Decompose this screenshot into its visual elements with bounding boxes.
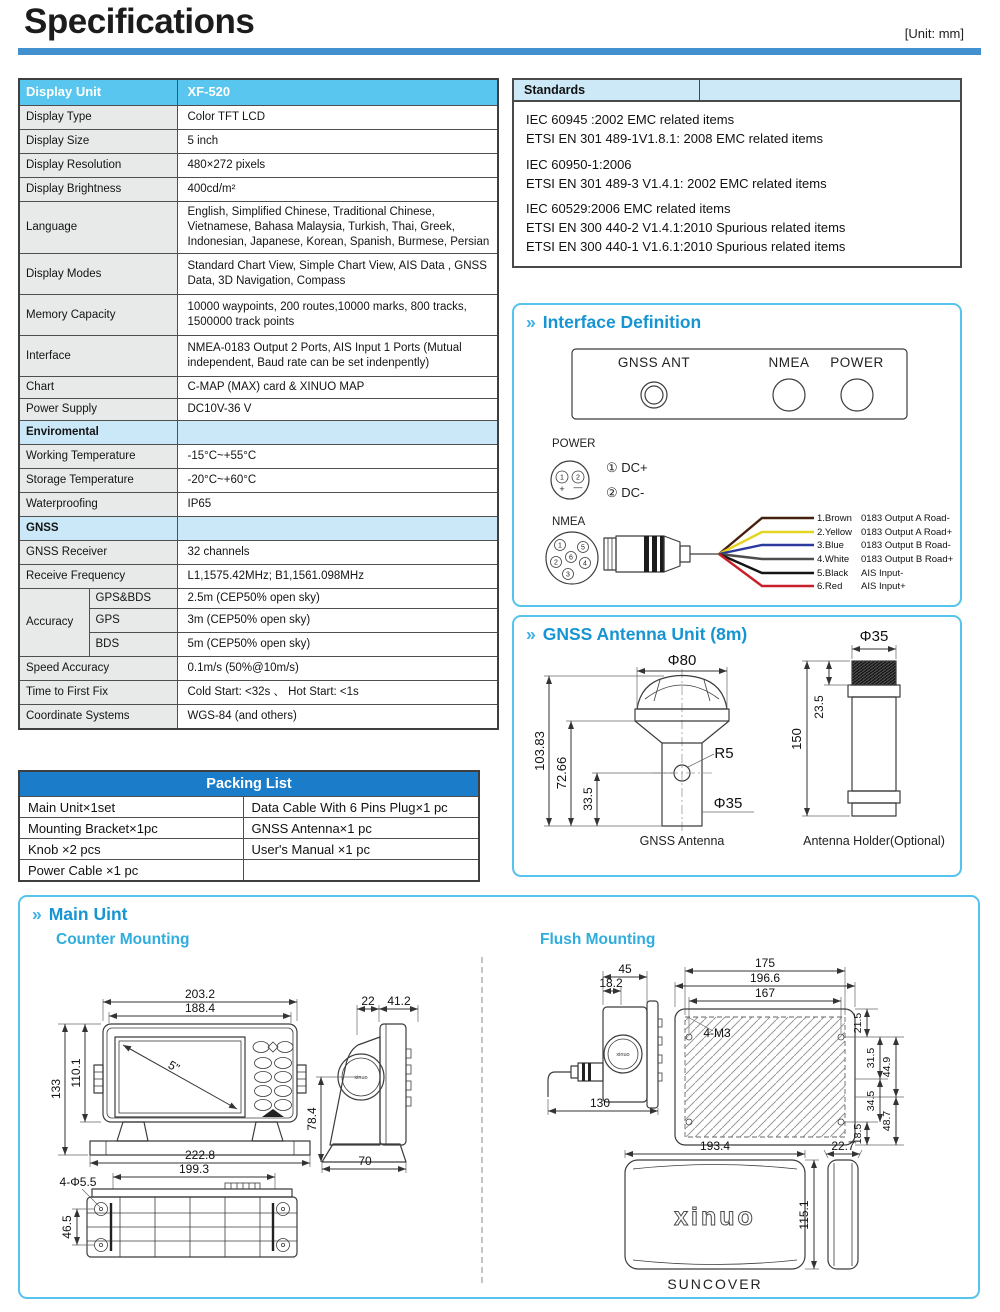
power-connector-detail xyxy=(551,438,648,500)
wire-fan xyxy=(719,518,814,586)
dim-label: 72.66 xyxy=(554,756,569,790)
dim-label: 23.5 xyxy=(812,695,826,719)
dim-label: 175 xyxy=(754,956,776,970)
screw-spec-label: 4-M3 xyxy=(703,1026,731,1040)
interface-definition-title: » Interface Definition xyxy=(526,312,702,332)
standards-line: IEC 60529:2006 EMC related items xyxy=(526,201,731,217)
svg-text:AIS Input+: AIS Input+ xyxy=(861,581,906,592)
spec-header-value: XF-520 xyxy=(177,79,498,106)
main-unit-diagrams xyxy=(20,957,978,1297)
standards-line: ETSI EN 301 489-3 V1.4.1: 2002 EMC related items xyxy=(526,175,827,191)
chevron-icon: » xyxy=(526,312,536,332)
table-row: Display Modes Standard Chart View, Simple Chart View, AIS Data , GNSS Data, 3D Navigation, Compass xyxy=(19,254,498,295)
svg-text:0183 Output B Road-: 0183 Output B Road- xyxy=(861,540,951,551)
accuracy-row: Accuracy GPS&BDS 2.5m (CEP50% open sky) xyxy=(19,589,498,609)
dim-label: 196.6 xyxy=(749,971,781,985)
standards-body xyxy=(514,102,960,266)
dim-label: 103.83 xyxy=(532,731,547,771)
dim-label: 33.5 xyxy=(581,787,595,811)
dim-label: 34.5 xyxy=(865,1090,877,1112)
dim-label: 133 xyxy=(49,1078,63,1100)
keypad xyxy=(253,1042,293,1118)
dim-label: Φ35 xyxy=(713,795,743,812)
svg-text:5.Black: 5.Black xyxy=(817,568,849,579)
gnss-antenna-diagram xyxy=(514,621,960,853)
table-row: GNSS Receiver 32 channels xyxy=(19,541,498,565)
power-connector xyxy=(841,379,873,411)
counter-side-drawing xyxy=(305,994,418,1173)
standards-line: ETSI EN 300 440-1 V1.6.1:2010 Spurious related items xyxy=(526,239,846,255)
packing-header-row xyxy=(19,771,479,797)
table-row: Language English, Simplified Chinese, Traditional Chinese, Vietnamese, Bahasa Malaysia, Turkish, Thai, Greek, Indonesian, Japanese, Korean, Spanish, Burmese, Persian xyxy=(19,202,498,254)
svg-text:0183 Output A Road+: 0183 Output A Road+ xyxy=(861,527,953,538)
counter-bottom-drawing xyxy=(60,1162,297,1257)
svg-text:2: 2 xyxy=(576,474,580,482)
screen-size-label: 5" xyxy=(165,1057,183,1076)
svg-text:4: 4 xyxy=(583,560,587,568)
accuracy-row: BDS 5m (CEP50% open sky) xyxy=(19,632,498,656)
antenna-holder-drawing xyxy=(789,628,945,848)
dim-label: 22 xyxy=(361,994,375,1008)
table-row: Main Unit×1set Data Cable With 6 Pins Plug×1 pc xyxy=(19,797,479,818)
svg-text:6.Red: 6.Red xyxy=(817,581,843,592)
holder-caption: Antenna Holder(Optional) xyxy=(803,834,945,848)
main-unit-title: » Main Uint xyxy=(32,904,128,924)
table-row: Speed Accuracy 0.1m/s (50%@10m/s) xyxy=(19,656,498,680)
table-row: Power Supply DC10V-36 V xyxy=(19,399,498,421)
nmea-detail-label: NMEA xyxy=(552,516,586,528)
flush-mounting-subtitle: Flush Mounting xyxy=(540,931,656,948)
antenna-caption: GNSS Antenna xyxy=(639,834,725,848)
unit-note: [Unit: mm] xyxy=(904,26,964,41)
dim-label: 115.1 xyxy=(797,1200,811,1230)
svg-text:1: 1 xyxy=(560,474,564,482)
dim-label: 18.2 xyxy=(599,976,623,990)
suncover-caption: SUNCOVER xyxy=(667,1276,763,1292)
standards-title: Standards xyxy=(524,83,586,97)
section-row-environmental: Enviromental xyxy=(19,421,498,445)
dim-label: 150 xyxy=(789,728,804,750)
dim-label: 4-Φ5.5 xyxy=(59,1175,97,1189)
dim-label: 31.5 xyxy=(865,1047,877,1069)
dim-label: 46.5 xyxy=(60,1215,74,1239)
standards-header xyxy=(514,80,960,102)
chevron-icon: » xyxy=(32,904,42,924)
dim-label: 203.2 xyxy=(184,987,216,1001)
dim-label: R5 xyxy=(714,745,734,762)
packing-list-table xyxy=(18,770,480,882)
svg-text:1: 1 xyxy=(558,542,562,550)
wire-labels xyxy=(817,513,954,592)
panel-label-gnss-ant: GNSS ANT xyxy=(617,355,691,370)
svg-text:0183 Output A Road-: 0183 Output A Road- xyxy=(861,513,950,524)
table-row: Power Cable ×1 pc xyxy=(19,860,479,882)
dim-label: 222.8 xyxy=(184,1148,216,1162)
table-row: Display Size 5 inch xyxy=(19,130,498,154)
dim-label: 130 xyxy=(589,1096,611,1110)
gnss-antenna-title: » GNSS Antenna Unit (8m) xyxy=(526,624,748,644)
dim-label: 18.5 xyxy=(852,1123,864,1145)
dim-label: 70 xyxy=(358,1154,372,1168)
dim-label: 44.9 xyxy=(881,1056,893,1078)
power-legend-1: ① DC+ xyxy=(606,460,648,475)
brand-logo: xinuo xyxy=(354,1075,368,1081)
svg-text:3.Blue: 3.Blue xyxy=(817,540,844,551)
table-row: Working Temperature -15°C~+55°C xyxy=(19,445,498,469)
svg-text:0183 Output B Road+: 0183 Output B Road+ xyxy=(861,554,954,565)
svg-text:AIS Input-: AIS Input- xyxy=(861,568,904,579)
dim-label: 78.4 xyxy=(305,1107,319,1131)
gnss-antenna-box xyxy=(512,615,962,877)
flush-front-drawing xyxy=(675,956,904,1145)
table-row: Time to First Fix Cold Start: <32s 、 Hot Start: <1s xyxy=(19,680,498,704)
brand-logo: xinuo xyxy=(674,1203,756,1231)
power-detail-label: POWER xyxy=(552,438,596,450)
dim-label: 110.1 xyxy=(69,1058,83,1088)
spec-header-label: Display Unit xyxy=(19,79,177,106)
counter-mounting-subtitle: Counter Mounting xyxy=(56,931,190,948)
accuracy-row: GPS 3m (CEP50% open sky) xyxy=(19,608,498,632)
dim-label: 45 xyxy=(618,962,632,976)
dim-label: Φ80 xyxy=(667,652,697,669)
standards-line: IEC 60950-1:2006 xyxy=(526,156,632,172)
power-legend-2: ② DC- xyxy=(606,485,645,500)
dim-label: 188.4 xyxy=(184,1001,216,1015)
dim-label: 21.5 xyxy=(852,1012,864,1034)
nmea-connector xyxy=(773,379,805,411)
flush-side-drawing xyxy=(548,962,662,1115)
table-row: Display Type Color TFT LCD xyxy=(19,106,498,130)
table-row: Waterproofing IP65 xyxy=(19,493,498,517)
interface-definition-box xyxy=(512,303,962,607)
standards-box xyxy=(512,78,962,268)
dim-label: Φ35 xyxy=(859,628,889,645)
spec-header-row xyxy=(19,79,498,106)
panel-label-nmea: NMEA xyxy=(768,355,810,370)
interface-diagram xyxy=(514,337,960,605)
suncover-drawing xyxy=(625,1139,862,1292)
table-row: Coordinate Systems WGS-84 (and others) xyxy=(19,704,498,729)
svg-text:2.Yellow: 2.Yellow xyxy=(817,527,853,538)
table-row: Interface NMEA-0183 Output 2 Ports, AIS Input 1 Ports (Mutual independent, Baud rate can be set indenpently) xyxy=(19,336,498,377)
standards-header-divider xyxy=(699,80,700,100)
svg-text:5: 5 xyxy=(581,544,585,552)
panel-label-power: POWER xyxy=(830,355,884,370)
plus-mark: + xyxy=(559,484,565,494)
dim-label: 167 xyxy=(754,986,776,1000)
standards-line: ETSI EN 300 440-2 V1.4.1:2010 Spurious related items xyxy=(526,220,846,236)
table-row: Chart C-MAP (MAX) card & XINUO MAP xyxy=(19,377,498,399)
brand-logo: xinuo xyxy=(616,1052,630,1058)
title-rule xyxy=(18,48,981,55)
rear-panel-drawing xyxy=(572,349,907,419)
main-unit-box xyxy=(18,895,980,1299)
table-row: Receive Frequency L1,1575.42MHz; B1,1561.098MHz xyxy=(19,565,498,589)
accuracy-label: Accuracy xyxy=(19,589,89,657)
table-row: Display Resolution 480×272 pixels xyxy=(19,154,498,178)
dim-label: 199.3 xyxy=(178,1162,210,1176)
packing-title: Packing List xyxy=(19,771,479,797)
table-row: Memory Capacity 10000 waypoints, 200 routes,10000 marks, 800 tracks, 1500000 track points xyxy=(19,295,498,336)
section-row-gnss: GNSS xyxy=(19,517,498,541)
dim-label: 41.2 xyxy=(387,994,411,1008)
svg-text:2: 2 xyxy=(554,559,558,567)
page-title: Specifications xyxy=(24,2,255,41)
dim-label: 48.7 xyxy=(881,1110,893,1132)
table-row: Mounting Bracket×1pc GNSS Antenna×1 pc xyxy=(19,818,479,839)
dim-label: 193.4 xyxy=(699,1139,731,1153)
nmea-connector-detail xyxy=(546,513,954,592)
svg-text:4.White: 4.White xyxy=(817,554,850,565)
table-row: Storage Temperature -20°C~+60°C xyxy=(19,469,498,493)
svg-text:3: 3 xyxy=(566,571,570,579)
table-row: Display Brightness 400cd/m² xyxy=(19,178,498,202)
table-row: Knob ×2 pcs User's Manual ×1 pc xyxy=(19,839,479,860)
cable-plug-drawing xyxy=(604,536,719,572)
counter-front-drawing xyxy=(49,987,310,1167)
standards-line: IEC 60945 :2002 EMC related items xyxy=(526,112,735,127)
chevron-icon: » xyxy=(526,624,536,644)
spec-table xyxy=(18,78,499,730)
svg-text:1.Brown: 1.Brown xyxy=(817,513,852,524)
svg-text:6: 6 xyxy=(569,554,573,562)
dim-label: 22.7 xyxy=(831,1139,855,1153)
minus-mark: — xyxy=(573,482,583,492)
standards-line: ETSI EN 301 489-1V1.8.1: 2008 EMC related items xyxy=(526,130,823,146)
antenna-drawing xyxy=(532,652,754,848)
